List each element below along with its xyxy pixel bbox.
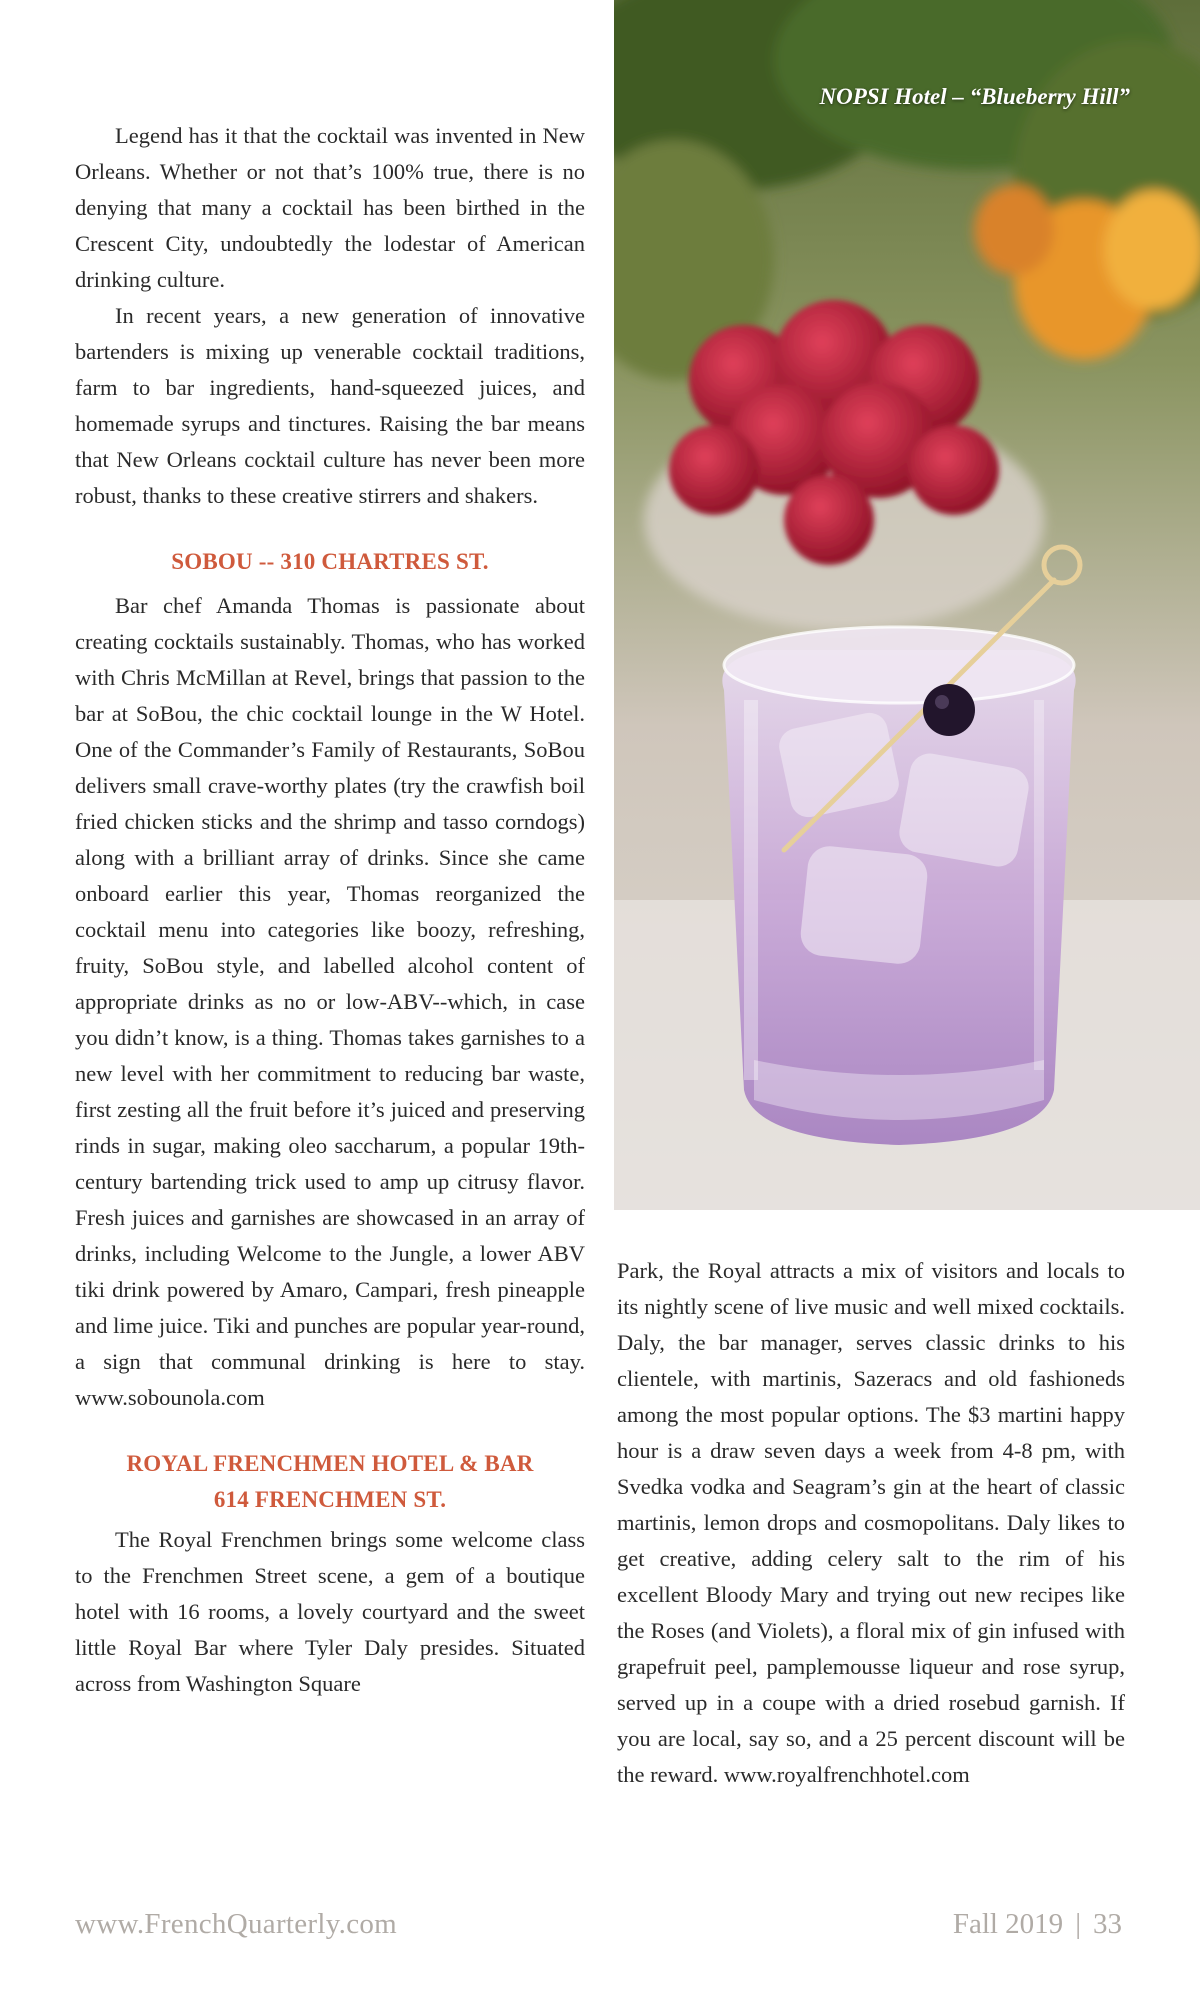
intro-paragraph-2: In recent years, a new generation of innovative bartenders is mixing up venerable cocktail traditions, farm to bar ingredients, hand-squeezed juices, and homemade syrups and tinctures. Raising the bar means that New Orleans cocktail culture has never been more robust, thanks to these creative stirrers and shakers. xyxy=(75,303,585,508)
page-number: 33 xyxy=(1093,1908,1122,1940)
royal-frenchmen-heading xyxy=(75,1446,585,1518)
royal-paragraph-start: The Royal Frenchmen brings some welcome class to the Frenchmen Street scene, a gem of a boutique hotel with 16 rooms, a lovely courtyard and the sweet little Royal Bar where Tyler Daly presides. Situated across from Washington Square xyxy=(75,1527,585,1696)
footer-separator: | xyxy=(1075,1908,1081,1940)
left-column xyxy=(75,118,585,1702)
cocktail-illustration xyxy=(614,0,1200,1210)
royal-heading-line-1: ROYAL FRENCHMEN HOTEL & BAR xyxy=(126,1451,534,1476)
footer-website: www.FrenchQuarterly.com xyxy=(75,1908,398,1940)
sobou-paragraph: Bar chef Amanda Thomas is passionate about creating cocktails sustainably. Thomas, who has worked with Chris McMillan at Revel, brings that passion to the bar at SoBou, the chic cocktail lounge in the W Hotel. One of the Commander’s Family of Restaurants, SoBou delivers small crave-worthy plates (try the crawfish boil fried chicken sticks and the shrimp and tasso corndogs) along with a brilliant array of drinks. Since she came onboard earlier this year, Thomas reorganized the cocktail menu into categories like boozy, refreshing, fruity, SoBou style, and labelled alcohol content of appropriate drinks as no or low-ABV--which, in case you didn’t know, is a thing. Thomas takes garnishes to a new level with her commitment to reducing bar waste, first zesting all the fruit before it’s juiced and preserving rinds in sugar, making oleo saccharum, a popular 19th-century bartending trick used to amp up citrusy flavor. Fresh juices and garnishes are showcased in an array of drinks, including Welcome to the Jungle, a lower ABV tiki drink powered by Amaro, Campari, fresh pineapple and lime juice. Tiki and punches are popular year-round, a sign that communal drinking is here to stay. www.sobounola.com xyxy=(75,593,585,1410)
photo-caption: NOPSI Hotel – “Blueberry Hill” xyxy=(819,84,1130,109)
footer-issue: Fall 2019 xyxy=(952,1908,1064,1940)
royal-heading-line-2: 614 FRENCHMEN ST. xyxy=(213,1487,447,1512)
right-column xyxy=(617,1253,1125,1793)
intro-paragraph-1: Legend has it that the cocktail was invented in New Orleans. Whether or not that’s 100% true, there is no denying that many a cocktail has been birthed in the Crescent City, undoubtedly the lodestar of American drinking culture. xyxy=(75,123,585,292)
royal-paragraph-continued: Park, the Royal attracts a mix of visitors and locals to its nightly scene of live music and well mixed cocktails. Daly, the bar manager, serves classic drinks to his clientele, with martinis, Sazeracs and old fashioneds among the most popular options. The $3 martini happy hour is a draw seven days a week from 4-8 pm, with Svedka vodka and Seagram’s gin at the heart of classic martinis, lemon drops and cosmopolitans. Daly likes to get creative, adding celery salt to the rim of his excellent Bloody Mary and trying out new recipes like the Roses (and Violets), a floral mix of gin infused with grapefruit peel, pamplemousse liqueur and rose syrup, served up in a coupe with a dried rosebud garnish. If you are local, say so, and a 25 percent discount will be the reward. www.royalfrenchhotel.com xyxy=(617,1258,1125,1787)
cocktail-glass xyxy=(722,627,1075,1145)
footer-issue-info xyxy=(953,1908,1122,1941)
sobou-heading: SOBOU -- 310 CHARTRES ST. xyxy=(171,549,489,574)
cocktail-photo xyxy=(614,0,1200,1210)
